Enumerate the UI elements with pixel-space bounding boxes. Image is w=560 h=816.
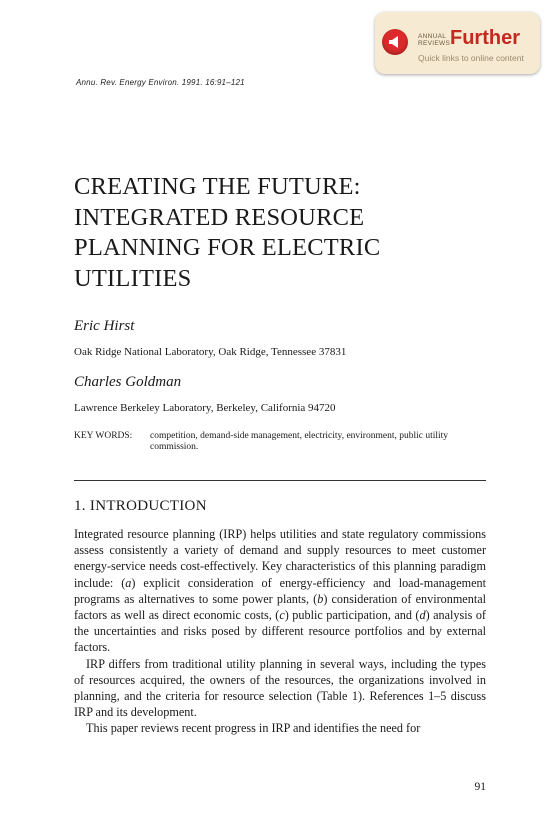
- author-affiliation: Lawrence Berkeley Laboratory, Berkeley, California 94720: [74, 402, 336, 414]
- article-body: [74, 526, 486, 737]
- title-line: PLANNING FOR ELECTRIC: [74, 234, 381, 261]
- annual-reviews-further-banner[interactable]: [375, 12, 540, 74]
- author-name: Eric Hirst: [74, 318, 135, 334]
- section-divider: [74, 480, 486, 481]
- keywords-text: competition, demand-side management, electricity, environment, public utility commission.: [150, 431, 449, 452]
- title-line: CREATING THE FUTURE:: [74, 173, 361, 200]
- body-paragraph: This paper reviews recent progress in IRP and identifies the need for: [86, 721, 421, 736]
- speaker-icon: [382, 29, 408, 55]
- author-affiliation: Oak Ridge National Laboratory, Oak Ridge, Tennessee 37831: [74, 346, 347, 358]
- journal-citation: Annu. Rev. Energy Environ. 1991. 16:91–121: [76, 78, 245, 87]
- further-subtitle: Quick links to online content: [418, 53, 524, 63]
- author-name: Charles Goldman: [74, 374, 182, 390]
- body-paragraph: Integrated resource planning (IRP) helps utilities and state regulatory commissions assess consistently a variety of demand and supply resources to meet customer energy-service needs cost-effectively. Key characteristics of this planning paradigm include: (a) explicit consideration of energy-efficiency and load-management programs as alternatives to some power plants, (b) consideration of environmental factors as well as direct economic costs, (c) public participation, and (d) analysis of the uncertainties and risks posed by different resource portfolios and by external factors.: [74, 527, 487, 655]
- article-title: [74, 172, 504, 294]
- further-label: Further: [450, 27, 520, 49]
- page-number: 91: [474, 781, 486, 793]
- title-line: INTEGRATED RESOURCE: [74, 203, 365, 231]
- section-heading: 1. INTRODUCTION: [74, 498, 207, 514]
- keywords-label: KEY WORDS:: [74, 431, 133, 441]
- body-paragraph: IRP differs from traditional utility planning in several ways, including the types of resources acquired, the owners of the resources, the organizations involved in planning, and the criteria for resource selection (Table 1). References 1–5 discuss IRP and its development.: [74, 656, 486, 720]
- annual-reviews-logo: ANNUAL REVIEWS: [418, 33, 451, 47]
- title-line: UTILITIES: [74, 264, 192, 292]
